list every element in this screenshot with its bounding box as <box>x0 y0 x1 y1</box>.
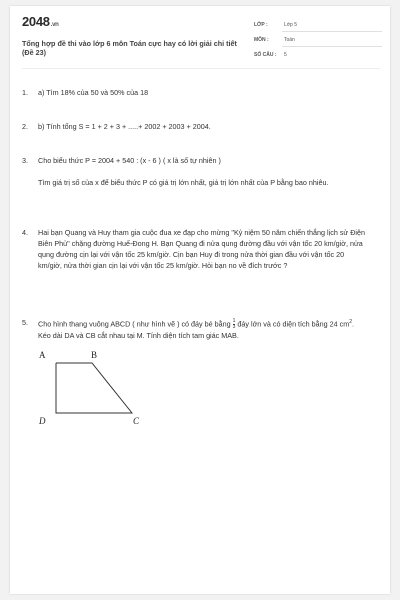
question-number: 5. <box>22 318 28 327</box>
meta-count-key: SỐ CÂU : <box>254 52 277 58</box>
fraction-denominator: 3 <box>232 323 236 330</box>
question-text-part: . Kéo dài DA và CB cắt nhau tại M. Tính diện tích tam giác MAB. <box>38 319 354 340</box>
fraction-numerator: 1 <box>232 317 236 324</box>
question-number: 3. <box>22 156 28 165</box>
document-title: Tổng hợp đề thi vào lớp 6 môn Toán cực hay có lời giải chi tiết (Đề 23) <box>22 39 237 57</box>
logo-text: 2048 <box>22 14 50 29</box>
meta-class-value: Lớp 5 <box>284 22 298 28</box>
meta-subject-key: MÔN : <box>254 37 269 43</box>
site-logo[interactable] <box>22 14 59 29</box>
document-page <box>10 6 390 594</box>
logo-suffix: .vn <box>50 22 59 28</box>
question-number: 1. <box>22 88 28 97</box>
trapezoid-outline <box>56 363 132 413</box>
trapezoid-figure <box>38 348 168 433</box>
meta-subject <box>254 35 382 47</box>
meta-question-count <box>254 50 382 62</box>
superscript: 2 <box>349 319 352 325</box>
meta-count-value: 5 <box>284 52 287 58</box>
vertex-label-d: D <box>39 416 46 426</box>
vertex-label-b: B <box>91 350 98 360</box>
question-number: 4. <box>22 228 28 237</box>
question-text: Hai bạn Quang và Huy tham gia cuộc đua xe đạp cho mừng "Kỷ niệm 50 năm chiến thắng lịch sử Điện Biên Phủ" chặng đường Huế-Đong H. Bạn Quang đi nửa qung đường đầu với vận tốc 20 km/giờ, nửa qung đường cịn lại với vận tốc 25 km/giờ. Cịn bạn Huy đi trong nửa thời gian đầu với vận tốc 20 km/giờ, nửa thời gian cịn lại với vận tốc 25 km/giờ. Hỏi bạn no về đích trước ? <box>38 228 366 270</box>
vertex-label-c: C <box>133 416 140 426</box>
meta-divider <box>282 31 382 32</box>
question-number: 2. <box>22 122 28 131</box>
question-text-part: Cho hình thang vuông ABCD ( như hình vẽ ) có đáy bé bằng <box>38 319 231 329</box>
header-divider <box>22 68 380 69</box>
trapezoid-drawing <box>38 348 168 433</box>
question-text <box>38 317 368 341</box>
vertex-label-a: A <box>39 350 46 360</box>
question-text-part: đáy lớn và có diện tích bằng 24 cm <box>237 319 350 329</box>
question-text: Cho biểu thức P = 2004 + 540 : (x - 6 ) ( x là số tự nhiên ) <box>38 156 221 165</box>
question-text: a) Tìm 18% của 50 và 50% của 18 <box>38 88 149 97</box>
fraction <box>233 319 236 330</box>
meta-subject-value: Toán <box>284 37 295 43</box>
meta-class-key: LỚP : <box>254 22 268 28</box>
meta-class <box>254 20 382 32</box>
meta-divider <box>282 46 382 47</box>
question-subtext: Tìm giá trị số của x để biểu thức P có giá trị lớn nhất, giá trị lớn nhất của P bằng bao nhiêu. <box>38 178 329 187</box>
question-text: b) Tính tổng S = 1 + 2 + 3 + .....+ 2002 + 2003 + 2004. <box>38 122 211 131</box>
